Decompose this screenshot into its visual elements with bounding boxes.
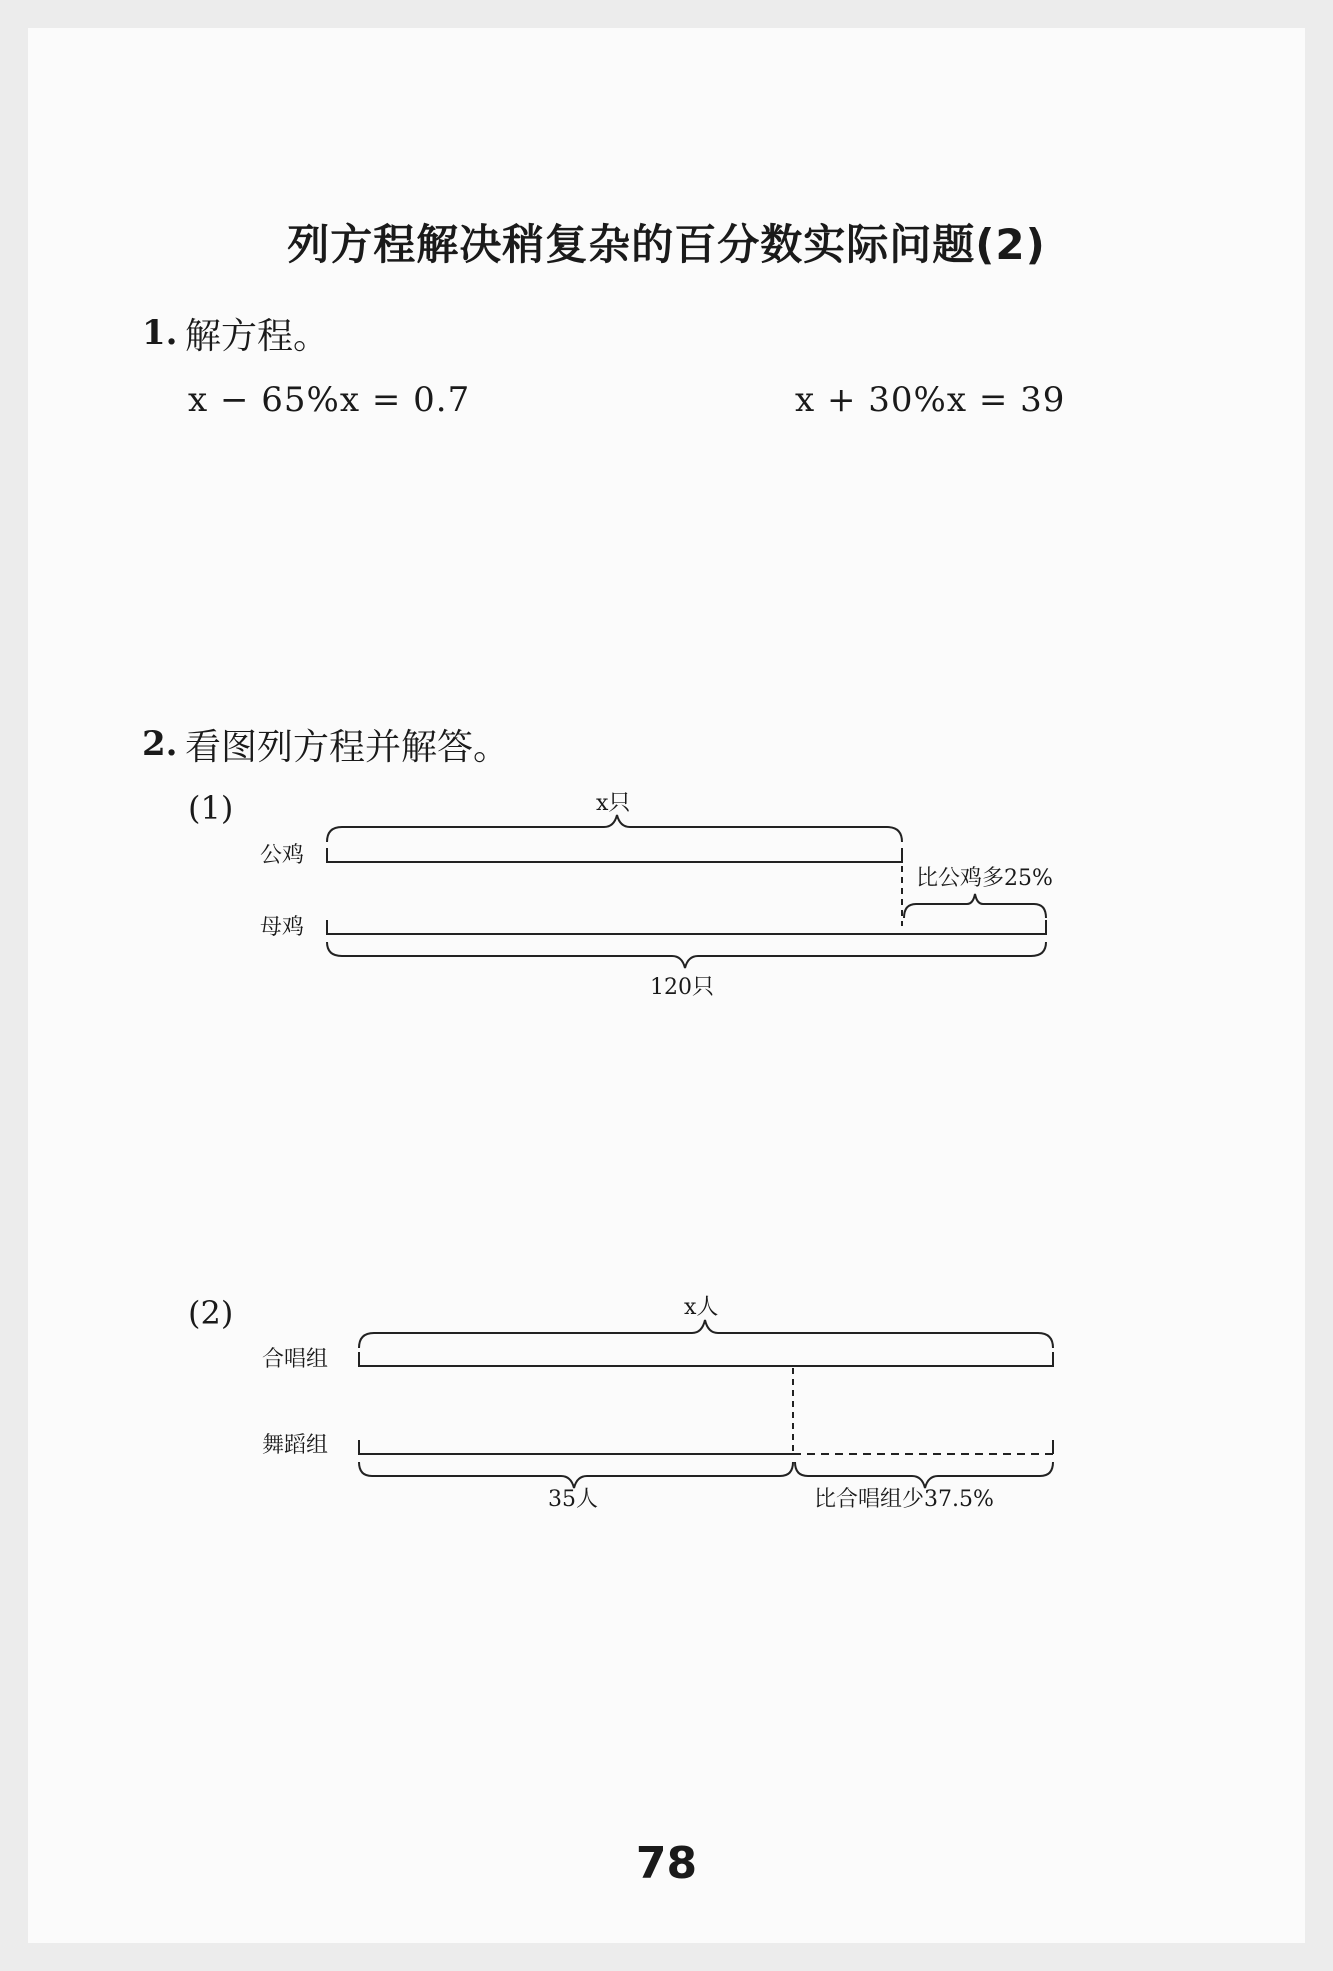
rooster-segment bbox=[327, 848, 902, 862]
part-2-label: (2) bbox=[188, 1294, 234, 1332]
dance-count-label: 35人 bbox=[548, 1487, 598, 1512]
dance-label: 舞蹈组 bbox=[262, 1433, 329, 1458]
page-title: 列方程解决稍复杂的百分数实际问题(2) bbox=[287, 220, 1046, 269]
difference-brace bbox=[904, 894, 1046, 918]
question-2-number: 2. bbox=[142, 724, 178, 764]
rooster-brace bbox=[327, 815, 902, 842]
equation-1: x − 65%x = 0.7 bbox=[188, 380, 471, 420]
total-count-label: 120只 bbox=[650, 975, 714, 1000]
choir-label: 合唱组 bbox=[262, 1347, 329, 1372]
dance-difference-label: 比合唱组少37.5% bbox=[814, 1487, 994, 1512]
question-1-number: 1. bbox=[142, 313, 178, 353]
choir-segment bbox=[359, 1352, 1053, 1366]
dance-difference-brace bbox=[795, 1462, 1053, 1488]
hen-difference-label: 比公鸡多25% bbox=[916, 866, 1053, 891]
equation-2: x + 30%x = 39 bbox=[795, 380, 1066, 420]
choir-brace bbox=[359, 1320, 1053, 1348]
dance-segment bbox=[359, 1440, 793, 1454]
rooster-count-label: x只 bbox=[596, 791, 631, 816]
page-number: 78 bbox=[635, 1838, 698, 1889]
total-brace bbox=[327, 942, 1046, 968]
question-1-prompt: 解方程。 bbox=[185, 316, 330, 357]
rooster-label: 公鸡 bbox=[260, 843, 305, 868]
dance-count-brace bbox=[359, 1462, 793, 1488]
hen-label: 母鸡 bbox=[260, 915, 305, 940]
part-1-label: (1) bbox=[188, 789, 234, 827]
question-2-prompt: 看图列方程并解答。 bbox=[185, 727, 510, 768]
choir-count-label: x人 bbox=[684, 1295, 719, 1320]
hen-segment bbox=[327, 920, 1046, 934]
